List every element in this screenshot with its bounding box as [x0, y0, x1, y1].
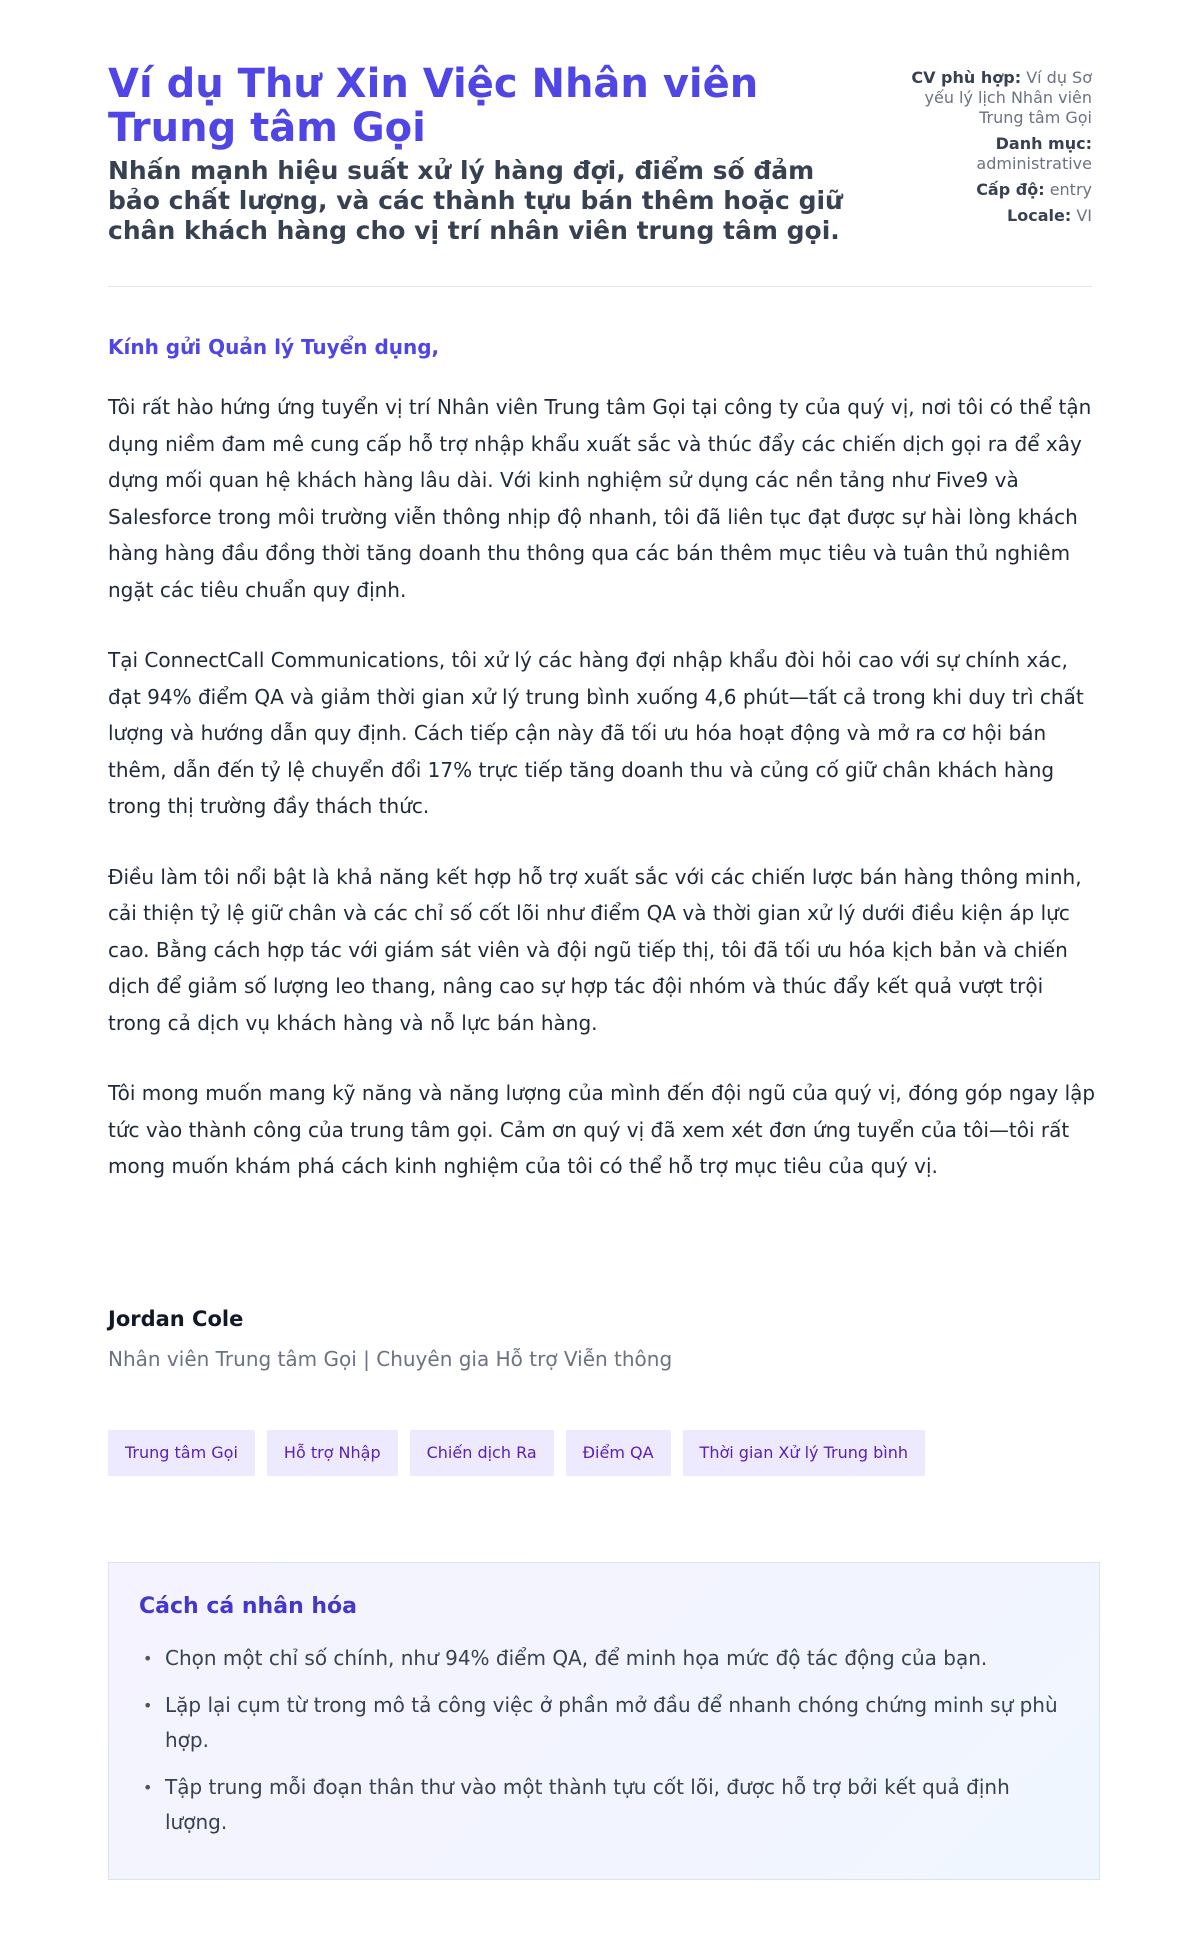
tip-text: Chọn một chỉ số chính, như 94% điểm QA, để minh họa mức độ tác động của bạn.: [165, 1646, 988, 1670]
meta-category: [907, 134, 1092, 174]
meta-locale-value: VI: [1076, 206, 1092, 225]
meta-cv-value: Ví dụ Sơ yếu lý lịch Nhân viên Trung tâm Gọi: [924, 68, 1092, 127]
keyword-tag: Hỗ trợ Nhập: [267, 1430, 398, 1476]
page-subtitle: Nhấn mạnh hiệu suất xử lý hàng đợi, điểm số đảm bảo chất lượng, và các thành tựu bán thêm hoặc giữ chân khách hàng cho vị trí nhân viên trung tâm gọi.: [108, 156, 843, 245]
bullet-icon: •: [143, 1696, 153, 1715]
keyword-tag: Chiến dịch Ra: [410, 1430, 554, 1476]
tip-item: [139, 1688, 1069, 1758]
keyword-tag: Thời gian Xử lý Trung bình: [683, 1430, 925, 1476]
meta-locale: [907, 206, 1092, 226]
meta-level-value: entry: [1049, 180, 1092, 199]
letter-paragraph: Tôi mong muốn mang kỹ năng và năng lượng của mình đến đội ngũ của quý vị, đóng góp ngay lập tức vào thành công của trung tâm gọi. Cảm ơn quý vị đã xem xét đơn ứng tuyển của tôi—tôi rất mong muốn khám phá cách kinh nghiệm của tôi có thể hỗ trợ mục tiêu của quý vị.: [108, 1081, 1096, 1178]
tip-item: [139, 1641, 1069, 1676]
header-divider: [108, 286, 1092, 287]
keyword-tag: Điểm QA: [566, 1430, 671, 1476]
header-text: [108, 62, 868, 246]
letter-paragraph: Điều làm tôi nổi bật là khả năng kết hợp hỗ trợ xuất sắc với các chiến lược bán hàng thông minh, cải thiện tỷ lệ giữ chân và các chỉ số cốt lõi như điểm QA và thời gian xử lý dưới điều kiện áp lực cao. Bằng cách hợp tác với giám sát viên và đội ngũ tiếp thị, tôi đã tối ưu hóa kịch bản và chiến dịch để giảm số lượng leo thang, nâng cao sự hợp tác đội nhóm và thúc đẩy kết quả vượt trội trong cả dịch vụ khách hàng và nỗ lực bán hàng.: [108, 864, 1082, 1035]
signature-title: Nhân viên Trung tâm Gọi | Chuyên gia Hỗ trợ Viễn thông: [108, 1347, 673, 1371]
meta-locale-label: Locale:: [1007, 206, 1072, 225]
tips-title: Cách cá nhân hóa: [139, 1594, 358, 1619]
meta-panel: [907, 68, 1092, 232]
signature-name: Jordan Cole: [108, 1307, 244, 1331]
tip-text: Lặp lại cụm từ trong mô tả công việc ở phần mở đầu để nhanh chóng chứng minh sự phù hợp.: [165, 1693, 1058, 1752]
meta-level-label: Cấp độ:: [976, 180, 1045, 199]
keyword-tag: Trung tâm Gọi: [108, 1430, 255, 1476]
page-header: [108, 62, 1092, 284]
letter-paragraph: Tại ConnectCall Communications, tôi xử lý các hàng đợi nhập khẩu đòi hỏi cao với sự chính xác, đạt 94% điểm QA và giảm thời gian xử lý trung bình xuống 4,6 phút—tất cả trong khi duy trì chất lượng và hướng dẫn quy định. Cách tiếp cận này đã tối ưu hóa hoạt động và mở ra cơ hội bán thêm, dẫn đến tỷ lệ chuyển đổi 17% trực tiếp tăng doanh thu và củng cố giữ chân khách hàng trong thị trường đầy thách thức.: [108, 648, 1084, 818]
meta-cv-label: CV phù hợp:: [911, 68, 1022, 87]
tip-text: Tập trung mỗi đoạn thân thư vào một thành tựu cốt lõi, được hỗ trợ bởi kết quả định lượng.: [165, 1775, 1010, 1834]
meta-category-value: administrative: [976, 154, 1092, 173]
bullet-icon: •: [143, 1778, 153, 1797]
personalization-tips-box: [108, 1562, 1100, 1880]
keyword-tags: [108, 1430, 1100, 1476]
tips-list: [139, 1641, 1069, 1840]
bullet-icon: •: [143, 1649, 153, 1668]
meta-cv: [907, 68, 1092, 128]
meta-level: [907, 180, 1092, 200]
signature-block: [108, 1306, 1100, 1372]
letter-body: [108, 335, 1100, 1219]
page-title: Ví dụ Thư Xin Việc Nhân viên Trung tâm Gọi: [108, 61, 759, 151]
letter-paragraph: Tôi rất hào hứng ứng tuyển vị trí Nhân viên Trung tâm Gọi tại công ty của quý vị, nơi tôi có thể tận dụng niềm đam mê cung cấp hỗ trợ nhập khẩu xuất sắc và thúc đẩy các chiến dịch gọi ra để xây dựng mối quan hệ khách hàng lâu dài. Với kinh nghiệm sử dụng các nền tảng như Five9 và Salesforce trong môi trường viễn thông nhịp độ nhanh, tôi đã liên tục đạt được sự hài lòng khách hàng hàng đầu đồng thời tăng doanh thu thông qua các bán thêm mục tiêu và tuân thủ nghiêm ngặt các tiêu chuẩn quy định.: [108, 395, 1092, 602]
tip-item: [139, 1770, 1069, 1840]
salutation: Kính gửi Quản lý Tuyển dụng,: [108, 335, 440, 359]
meta-category-label: Danh mục:: [995, 134, 1092, 153]
